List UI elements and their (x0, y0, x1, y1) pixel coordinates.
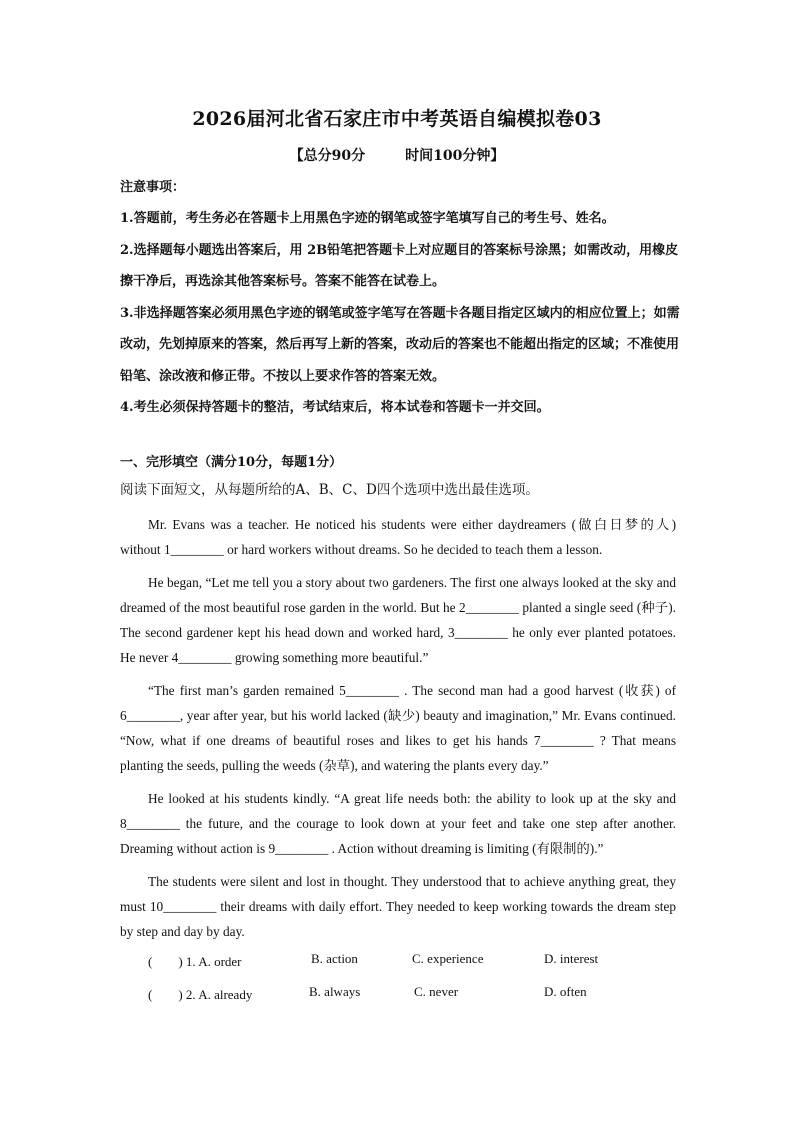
passage-paragraph: He began, “Let me tell you a story about two gardeners. The first one always looked at the sky and dreamed of the most beautiful rose garden in the world. But he 2________ planted a single seed (种子). The second gardener kept his head down and worked hard, 3________ he only ever planted potatoes. He never 4________ growing something more beautiful.” (120, 575, 676, 665)
page-title: 2026届河北省石家庄市中考英语自编模拟卷03 (192, 108, 602, 130)
notes-list (120, 203, 680, 424)
cloze-passage (120, 512, 676, 952)
note-item: 1.答题前，考生务必在答题卡上用黑色字迹的钢笔或签字笔填写自己的考生号、姓名。 (120, 211, 615, 226)
question-row (148, 984, 648, 1017)
answer-option-b[interactable]: B. always (309, 984, 361, 999)
answer-option-d[interactable]: D. interest (544, 951, 599, 966)
passage-paragraph: He looked at his students kindly. “A great life needs both: the ability to look up at the sky and 8________ the future, and the courage to look down at your feet and take one step after another. Dreaming without action is 9________ . Action without dreaming is limiting (有限制的).” (120, 791, 676, 856)
passage-paragraph: “The first man’s garden remained 5________ . The second man had a good harvest (收获) of 6________, year after year, but his world lacked (缺少) beauty and imagination,” Mr. Evans continued. “Now, what if one dreams of beautiful roses and likes to get his hands 7________ ? That means planting the seeds, pulling the weeds (杂草), and watering the plants every day.” (120, 683, 676, 773)
passage-paragraph: Mr. Evans was a teacher. He noticed his students were either daydreamers (做白日梦的人) without 1________ or hard workers without dreams. So he decided to teach them a lesson. (120, 517, 676, 557)
question-row (148, 951, 648, 984)
answer-option-c[interactable]: C. never (414, 984, 459, 999)
section-heading: 一、完形填空（满分10分，每题1分） (120, 455, 343, 470)
answer-option-d[interactable]: D. often (544, 984, 587, 999)
note-item: 3.非选择题答案必须用黑色字迹的钢笔或签字笔写在答题卡各题目指定区域内的相应位置上；如需改动，先划掉原来的答案，然后再写上新的答案，改动后的答案也不能超出指定的区域；不准使用铅笔、涂改液和修正带。不按以上要求作答的答案无效。 (120, 305, 680, 384)
passage-paragraph: The students were silent and lost in thought. They understood that to achieve anything great, they must 10________ their dreams with daily effort. They needed to keep working towards the dream step by step and day by day. (120, 874, 676, 939)
answer-option-b[interactable]: B. action (311, 951, 358, 966)
note-item: 2.选择题每小题选出答案后，用 2B铅笔把答题卡上对应题目的答案标号涂黑；如需改动，用橡皮擦干净后，再选涂其他答案标号。答案不能答在试卷上。 (120, 242, 679, 289)
time-limit: 时间100分钟】 (405, 148, 505, 164)
answer-option-a[interactable]: ( ) 2. A. already (148, 987, 253, 1002)
answer-option-c[interactable]: C. experience (412, 951, 484, 966)
section-instruction: 阅读下面短文，从每题所给的A、B、C、D四个选项中选出最佳选项。 (120, 482, 539, 498)
answer-option-a[interactable]: ( ) 1. A. order (148, 954, 242, 969)
note-item: 4.考生必须保持答题卡的整洁，考试结束后，将本试卷和答题卡一并交回。 (120, 400, 550, 415)
total-score: 【总分90分 (289, 148, 366, 164)
exam-info (0, 145, 794, 165)
question-options (148, 951, 648, 1017)
notes-heading: 注意事项： (120, 180, 186, 195)
